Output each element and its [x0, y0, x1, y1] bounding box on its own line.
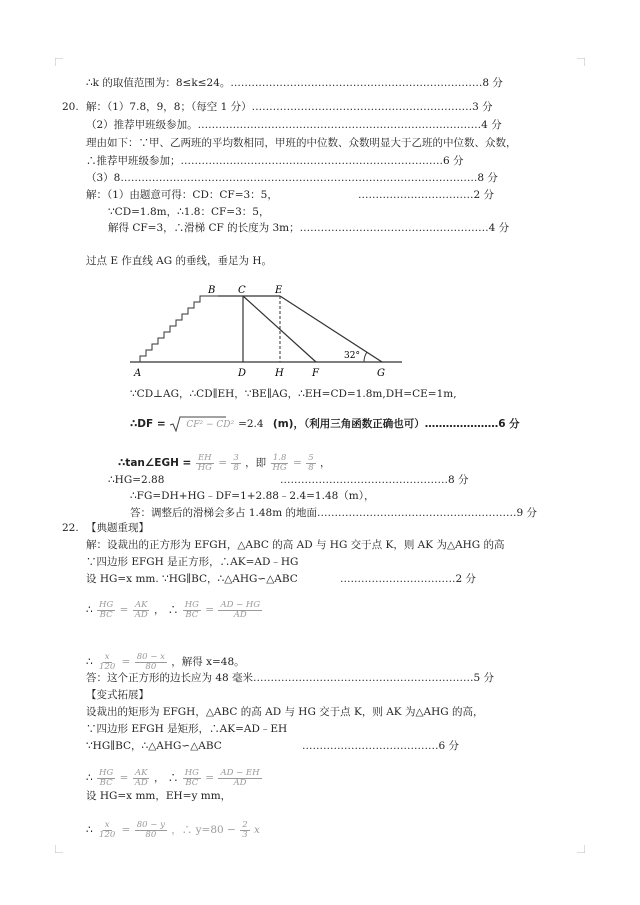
df-unit-score: (m)，（利用三角函数正确也可）…………………6 分: [272, 418, 520, 430]
frac-hg-bc: $\frac{HG}{BC}$: [99, 599, 114, 620]
q21-perpendicular-note: 过点 E 作直线 AG 的垂线，垂足为 H。: [86, 255, 272, 267]
q22-variant-variables: 设 HG=x mm，EH=y mm，: [86, 790, 232, 802]
hg-value: ∴HG=2.88: [108, 474, 165, 486]
frac-hg-bc-3: $\frac{HG}{BC}$: [99, 767, 114, 788]
q21-step2: ∵CD=1.8m，∴1.8：CF=3：5，: [108, 206, 270, 218]
df-calculation: [130, 416, 520, 432]
q22-square-property: ∵四边形 EFGH 是正方形，∴AK=AD﹣HG: [86, 556, 299, 568]
angle-32-label: 32°: [344, 351, 360, 361]
label-g: G: [377, 368, 385, 378]
q22-variant-similar: ∵HG∥BC，∴△AHG∽△ABC: [86, 740, 222, 752]
q20-part2-answer: （2）推荐甲班级参加。………………………………………………………………………4 分: [86, 119, 502, 131]
q21-answer: 答：调整后的滑梯会多占 1.48m 的地面…………………………………………………9 分: [130, 507, 538, 519]
section-variant-extension: 【变式拓展】: [86, 689, 149, 701]
label-b: B: [208, 285, 216, 296]
frac-hg-bc-2: $\frac{HG}{BC}$: [184, 599, 199, 620]
q22-solve: ∴ $\frac{x}{120}$ = $\frac{80 - x}{80}$ ，解得 x=48。: [86, 651, 245, 672]
q21-step1-score: ……………………………2 分: [358, 189, 495, 201]
q22-proportion: ∴ $\frac{HG}{BC}$ = $\frac{AK}{AD}$ ， ∴ $\frac{HG}{BC}$ = $\frac{AD - HG}{AD}$: [86, 599, 261, 620]
crop-mark-bottom-left: [55, 845, 63, 853]
q21-step1: 解：（1）由题意可得：CD：CF=3：5，: [86, 189, 278, 201]
staircase: [140, 296, 218, 362]
frac-1-8-hg: $\frac{1.8}{HG}$: [272, 452, 287, 473]
parallel-reasoning: ∵CD⊥AG，∴CD∥EH，∵BE∥AG，∴EH=CD=1.8m,DH=CE=1m,: [130, 388, 457, 400]
q21-step3: 解得 CF=3，∴滑梯 CF 的长度为 3m；………………………………………………4 分: [108, 222, 510, 234]
tan-label: ∴tan∠EGH =: [118, 457, 192, 469]
slide-diagram: [120, 282, 410, 378]
section-classic-problem: 【典题重现】: [86, 522, 149, 534]
q22-similar-triangles: 设 HG=x mm. ∵HG∥BC，∴△AHG∽△ABC: [86, 573, 298, 585]
tan-equation: ∴tan∠EGH = $\frac{EH}{HG}$ = $\frac{3}{8}$ ，即 $\frac{1.8}{HG}$ = $\frac{5}{8}$ ，: [118, 452, 331, 473]
q22-setup: 解：设裁出的正方形为 EFGH，△ABC 的高 AD 与 HG 交于点 K，则 AK 为△AHG 的高: [86, 539, 505, 551]
question-20-number: 20.: [62, 101, 79, 113]
q20-conclusion: ∴推荐甲班级参加；…………………………………………………………………6 分: [86, 155, 464, 167]
q22-variant-score: …………………………………6 分: [302, 740, 460, 752]
crop-mark-bottom-right: [577, 845, 585, 853]
frac-eh-hg: $\frac{EH}{HG}$: [197, 452, 212, 473]
df-value: =2.4: [238, 418, 264, 430]
q22-variant-solve: ∴ $\frac{x}{120}$ = $\frac{80 - y}{80}$ ，∴ y=80 − $\frac{2}{3}$ x: [86, 819, 260, 840]
q20-reason: 理由如下：∵甲、乙两班的平均数相同，甲班的中位数、众数明显大于乙班的中位数、众数，: [86, 137, 517, 149]
k-range-line: ∴k 的取值范围为：8≤k≤24。………………………………………………………………8 分: [86, 77, 503, 89]
crop-mark-top-right: [577, 58, 585, 66]
frac-80-x-80: $\frac{80 - x}{80}$: [136, 651, 165, 672]
frac-ak-ad-2: $\frac{AK}{AD}$: [134, 767, 148, 788]
frac-ad-eh-ad: $\frac{AD - EH}{AD}$: [220, 767, 260, 788]
q22-rectangle-property: ∵四边形 EFGH 是矩形，∴AK=AD﹣EH: [86, 723, 288, 735]
q22-variant-proportion: ∴ $\frac{HG}{BC}$ = $\frac{AK}{AD}$ ， ∴ $\frac{HG}{BC}$ = $\frac{AD - EH}{AD}$: [86, 767, 260, 788]
fg-calculation: ∴FG=DH+HG﹣DF=1+2.88﹣2.4=1.48（m），: [130, 490, 375, 502]
frac-80-y-80: $\frac{80 - y}{80}$: [136, 819, 165, 840]
q22-answer: 答：这个正方形的边长应为 48 毫米………………………………………………………5 分: [86, 672, 495, 684]
question-22-number: 22.: [62, 522, 79, 534]
q20-part1-answer: 解：（1）7.8，9，8；（每空 1 分）………………………………………………………3 分: [86, 101, 493, 113]
frac-x-120-2: $\frac{x}{120}$: [99, 819, 116, 840]
crop-mark-top-left: [55, 58, 63, 66]
label-d: D: [238, 368, 247, 378]
frac-3-8: $\frac{3}{8}$: [233, 452, 239, 473]
q22-similar-score: ……………………………2 分: [340, 573, 477, 585]
frac-ak-ad: $\frac{AK}{AD}$: [134, 599, 148, 620]
q20-part3-answer: （3）8…………………………………………………………………………………………8 分: [86, 172, 498, 184]
label-f: F: [312, 368, 319, 378]
df-label: ∴DF =: [130, 418, 166, 430]
frac-5-8: $\frac{5}{8}$: [308, 452, 314, 473]
label-a: A: [134, 368, 142, 378]
frac-x-120: $\frac{x}{120}$: [99, 651, 116, 672]
label-h: H: [275, 368, 284, 378]
q22-variant-setup: 设裁出的矩形为 EFGH，△ABC 的高 AD 与 HG 交于点 K，则 AK 为△AHG 的高，: [86, 706, 484, 718]
angle-arc: [364, 352, 367, 362]
sqrt-content: CF² − CD²: [186, 420, 235, 430]
hg-score: …………………………………………8 分: [280, 474, 469, 486]
label-c: C: [238, 285, 246, 296]
frac-hg-bc-4: $\frac{HG}{BC}$: [184, 767, 199, 788]
label-e: E: [275, 285, 283, 296]
frac-2-3: $\frac{2}{3}$: [242, 819, 248, 840]
frac-ad-hg-ad: $\frac{AD - HG}{AD}$: [220, 599, 261, 620]
x-variable: x: [253, 824, 260, 836]
